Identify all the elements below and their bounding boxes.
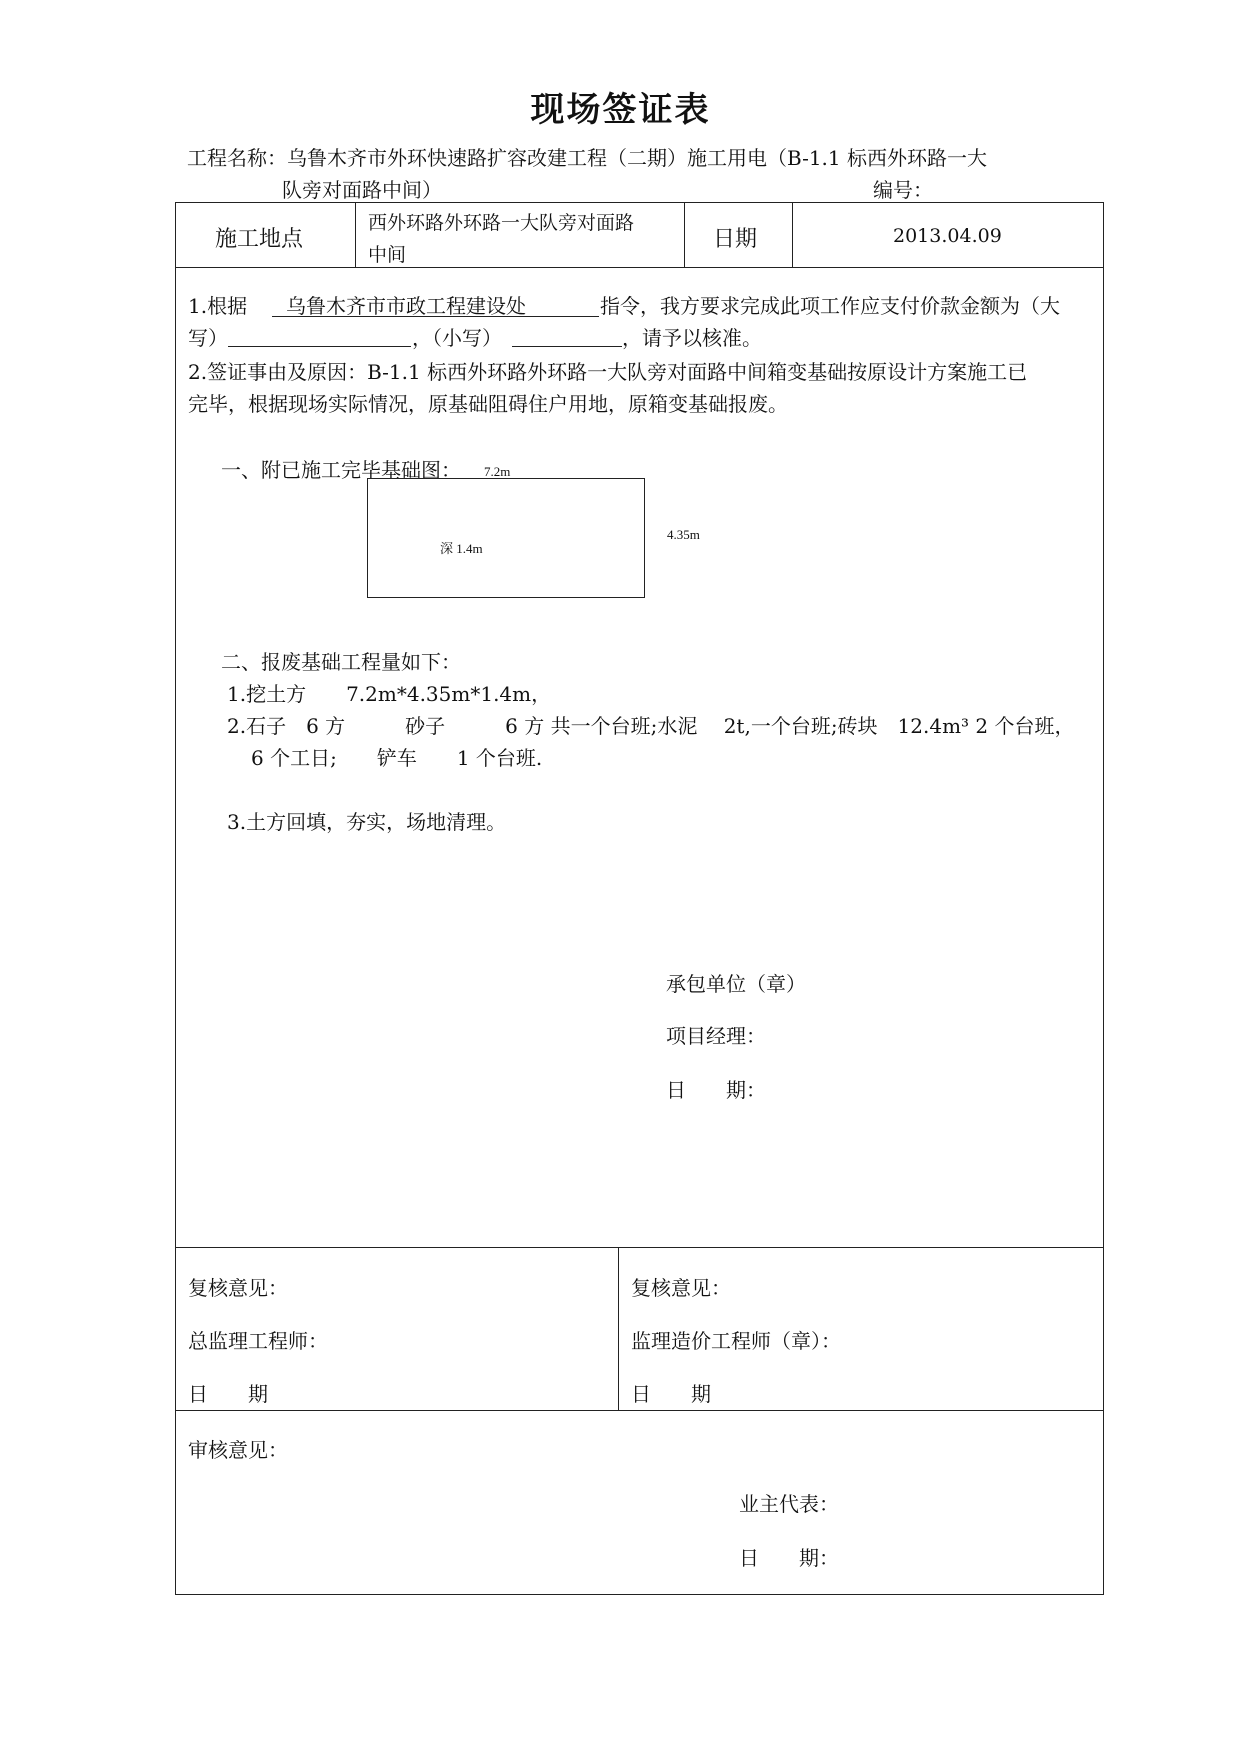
location-value-line1: 西外环路外环路一大队旁对面路 [368, 212, 635, 234]
para1-line2-a: 写） [188, 326, 228, 350]
para1-suffix: 指令，我方要求完成此项工作应支付价款金额为（大 [600, 294, 1060, 318]
amount-lowercase-blank[interactable] [512, 346, 622, 347]
foundation-diagram [367, 478, 645, 598]
contractor-date-label: 日 期： [666, 1078, 766, 1102]
section1-heading: 一、附已施工完毕基础图： [221, 458, 461, 482]
item3: 3.土方回填，夯实，场地清理。 [227, 810, 507, 834]
chief-supervisor-label: 总监理工程师： [188, 1329, 328, 1353]
item2-line2: 6 个工日; 铲车 1 个台班. [251, 746, 543, 770]
date-value: 2013.04.09 [893, 225, 1002, 247]
review-right-date: 日 期 [631, 1382, 711, 1406]
diagram-depth-label: 深 1.4m [440, 541, 483, 556]
date-label: 日期 [713, 227, 758, 252]
section2-heading: 二、报废基础工程量如下： [221, 650, 461, 674]
review-right-opinion: 复核意见： [631, 1276, 731, 1300]
instructing-unit: 乌鲁木齐市市政工程建设处 [286, 294, 526, 318]
cost-engineer-label: 监理造价工程师（章）： [631, 1329, 841, 1353]
location-label: 施工地点 [215, 227, 304, 252]
item1: 1.挖土方 7.2m*4.35m*1.4m， [227, 682, 552, 706]
page-title: 现场签证表 [530, 90, 711, 130]
para2-line2: 完毕，根据现场实际情况，原基础阻碍住户用地，原箱变基础报废。 [188, 392, 788, 416]
review-left-date: 日 期 [188, 1382, 268, 1406]
amount-uppercase-blank[interactable] [228, 346, 411, 347]
para2-line1: 2.签证事由及原因：B-1.1 标西外环路外环路一大队旁对面路中间箱变基础按原设计方案施工已 [188, 360, 1028, 384]
project-name-line2: 队旁对面路中间） [282, 178, 442, 202]
instructing-unit-underline [272, 316, 599, 317]
para1-line2-c: ，请予以核准。 [622, 326, 762, 350]
approval-opinion: 审核意见： [188, 1438, 288, 1462]
owner-representative-label: 业主代表： [739, 1492, 839, 1516]
project-name-line1: 工程名称：乌鲁木齐市外环快速路扩容改建工程（二期）施工用电（B-1.1 标西外环路一大 [187, 146, 987, 170]
project-manager-label: 项目经理： [666, 1024, 766, 1048]
para1-line2-b: ，（小写） [412, 326, 502, 350]
diagram-width-label: 7.2m [484, 464, 511, 479]
location-value-line2: 中间 [368, 244, 407, 266]
item2-line1: 2.石子 6 方 砂子 6 方 共一个台班;水泥 2t,一个台班;砖块 12.4m³ 2 个台班， [227, 714, 1075, 738]
para1-prefix: 1.根据 [188, 294, 248, 318]
contractor-seal-label: 承包单位（章） [666, 972, 806, 996]
review-left-opinion: 复核意见： [188, 1276, 288, 1300]
approval-date-label: 日 期： [739, 1546, 839, 1570]
diagram-height-label: 4.35m [667, 527, 700, 542]
document-number-label: 编号： [873, 178, 933, 202]
